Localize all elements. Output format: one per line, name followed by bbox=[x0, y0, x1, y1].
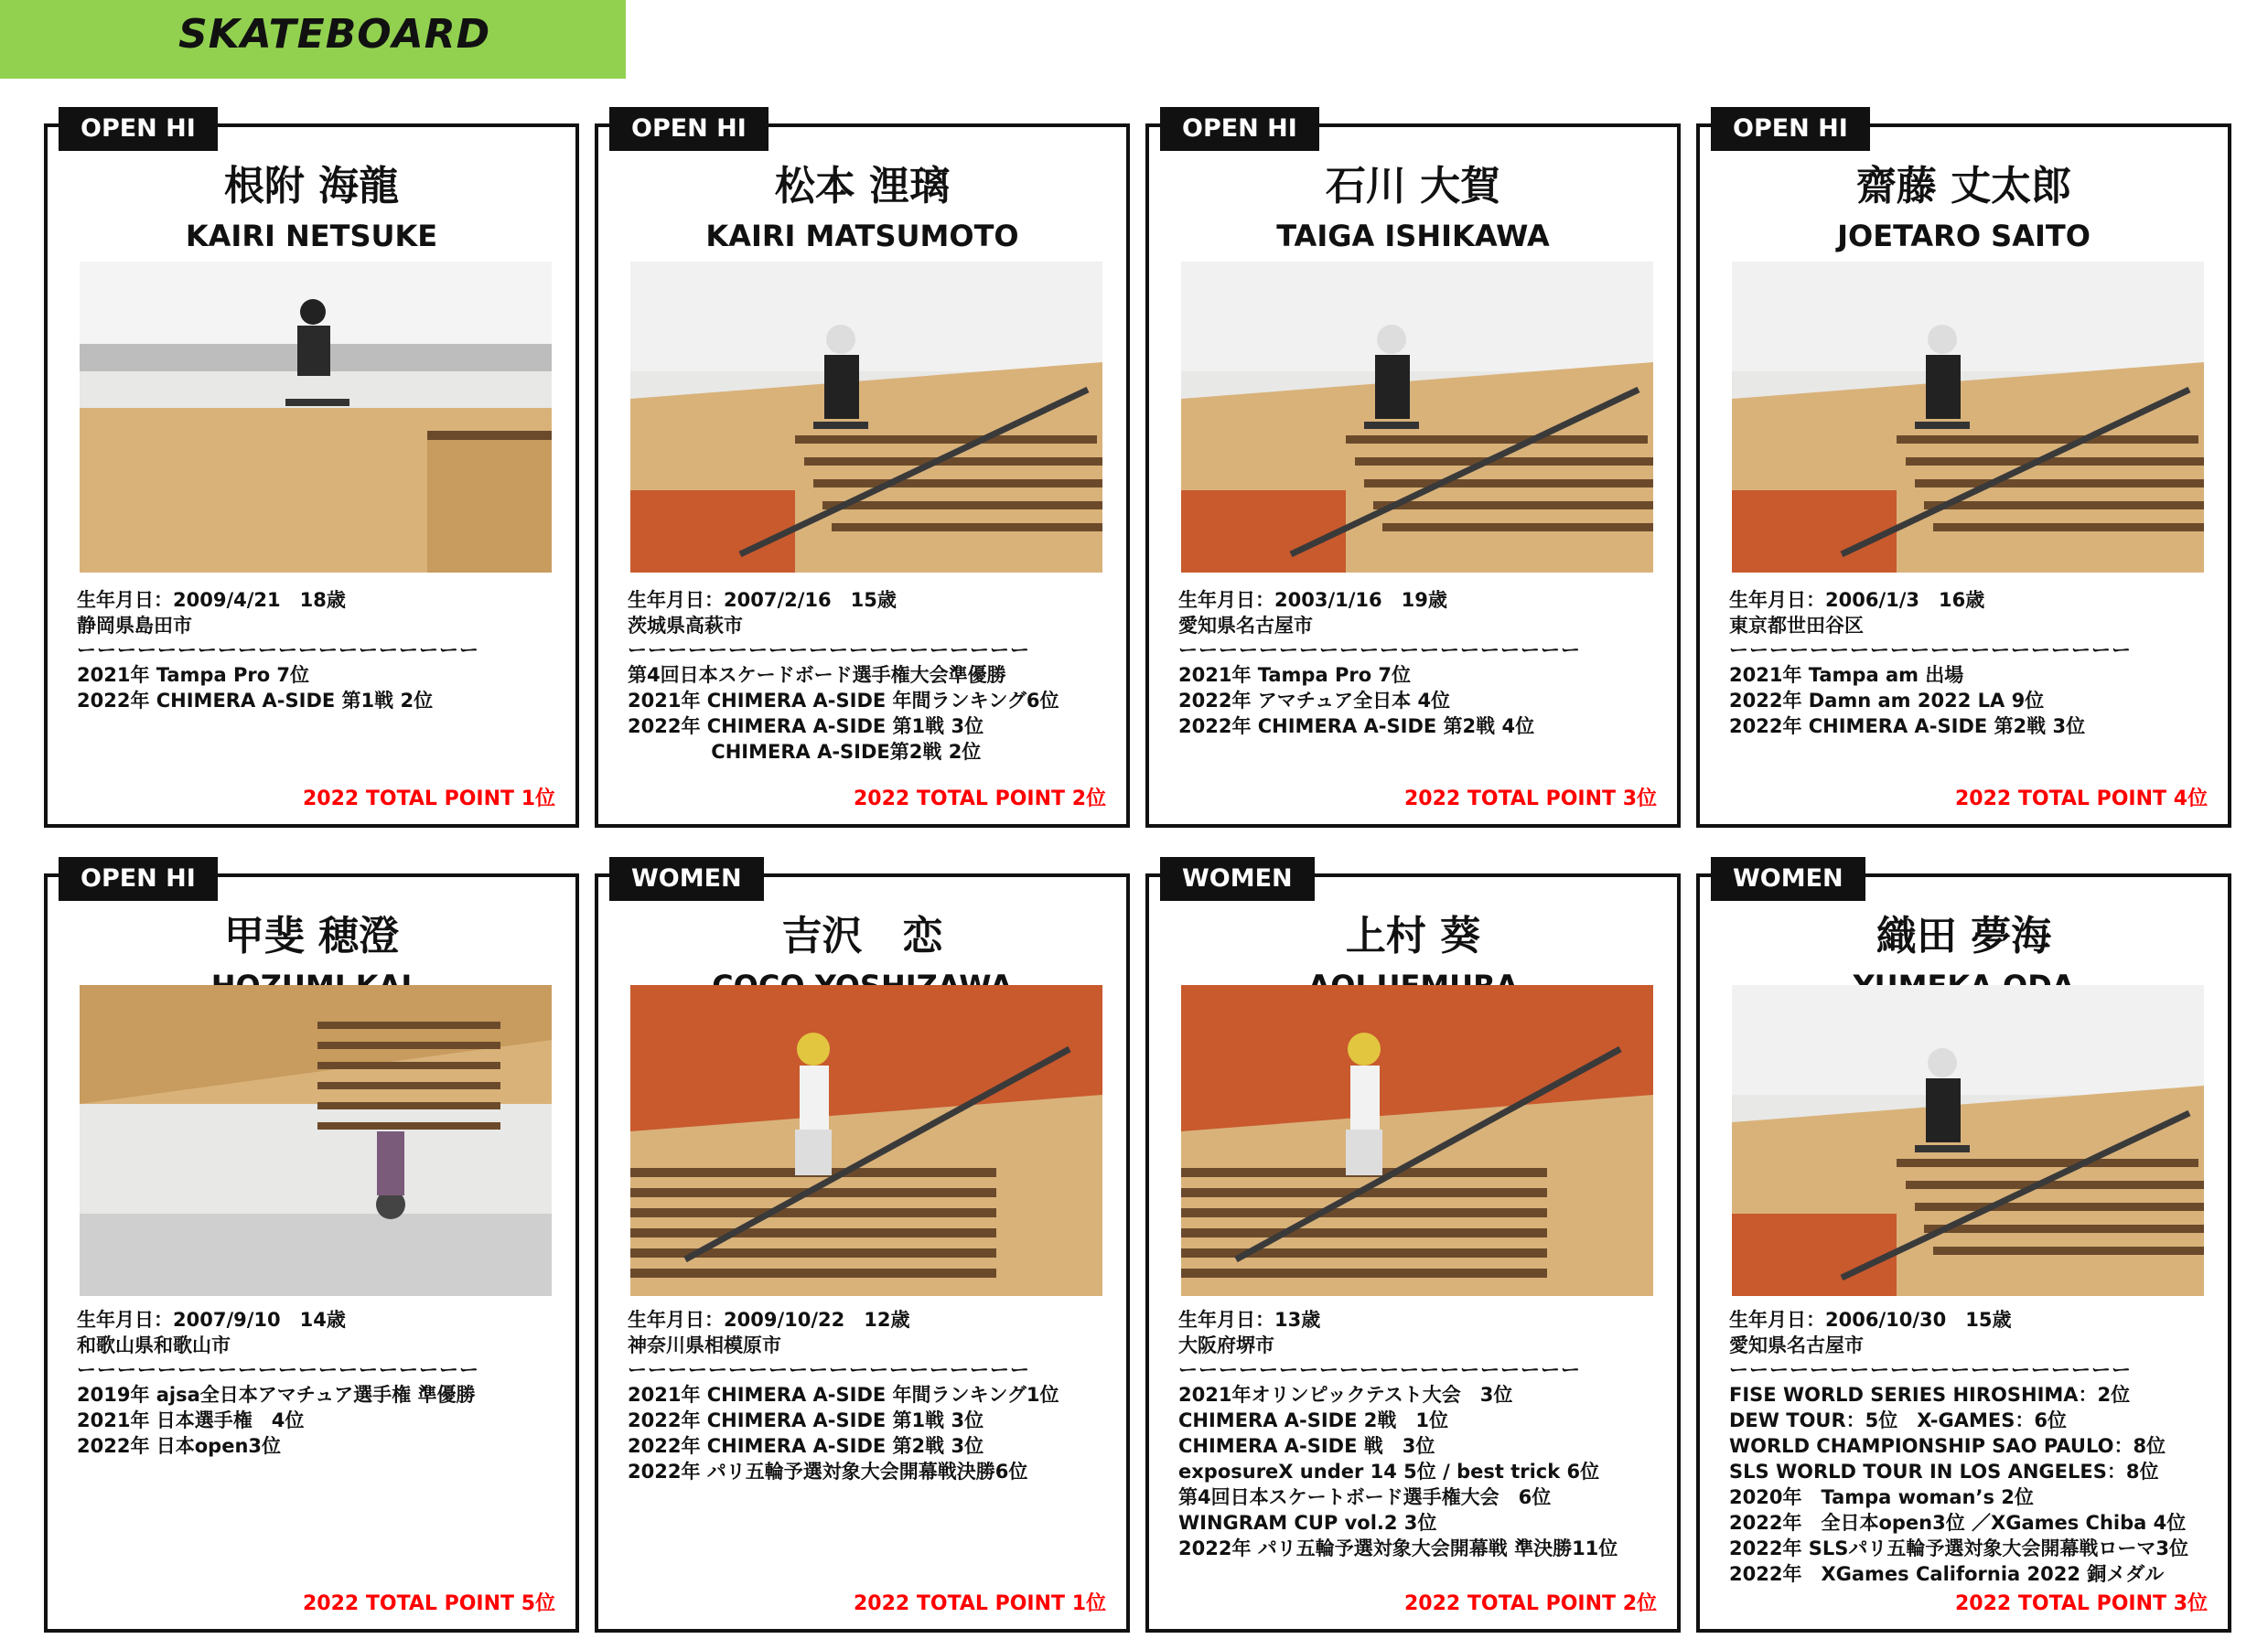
category-badge: WOMEN bbox=[1160, 857, 1315, 901]
athlete-info bbox=[1729, 1307, 2219, 1587]
total-point-rank: 2022 TOTAL POINT 5位 bbox=[303, 1592, 555, 1615]
athlete-name-jp: 甲斐 穂澄 bbox=[223, 913, 400, 959]
hometown-text: 和歌山県和歌山市 bbox=[77, 1334, 231, 1356]
birth-date-text: 生年月日：2006/1/3 16歳 bbox=[1729, 589, 1985, 611]
result-item: WORLD CHAMPIONSHIP SAO PAULO：8位 bbox=[1729, 1435, 2166, 1457]
total-point-rank: 2022 TOTAL POINT 2位 bbox=[1404, 1592, 1657, 1615]
athlete-info bbox=[1178, 1307, 1668, 1561]
birth-date-text: 生年月日：2009/10/22 12歳 bbox=[628, 1309, 910, 1331]
hometown-text: 愛知県名古屋市 bbox=[1729, 1334, 1864, 1356]
result-item: 2021年 Tampa am 出場 bbox=[1729, 664, 1964, 686]
category-badge: WOMEN bbox=[609, 857, 764, 901]
skater-inverted-air-photo bbox=[80, 985, 552, 1296]
skater-ollie-over-ledge-photo bbox=[80, 262, 552, 573]
athlete-name-jp: 齋藤 丈太郎 bbox=[1855, 163, 2072, 209]
dash-divider: ーーーーーーーーーーーーーーーーーーーー bbox=[628, 1359, 1030, 1381]
category-badge: OPEN HI bbox=[609, 107, 769, 151]
athlete-info bbox=[1729, 587, 2219, 739]
athlete-card bbox=[1696, 864, 2231, 1633]
athlete-info bbox=[77, 1307, 566, 1459]
athlete-info bbox=[1178, 587, 1668, 739]
result-item: 2022年 CHIMERA A-SIDE 第2戦 3位 bbox=[628, 1435, 984, 1457]
hometown-text: 神奈川県相模原市 bbox=[628, 1334, 781, 1356]
athlete-name-jp: 織田 夢海 bbox=[1876, 913, 2052, 959]
athlete-info bbox=[628, 587, 1117, 765]
result-item: 2022年 CHIMERA A-SIDE 第1戦 2位 bbox=[77, 690, 434, 712]
section-title: SKATEBOARD bbox=[178, 11, 491, 58]
result-item: FISE WORLD SERIES HIROSHIMA：2位 bbox=[1729, 1384, 2131, 1406]
result-item: 2021年 Tampa Pro 7位 bbox=[77, 664, 310, 686]
category-badge: OPEN HI bbox=[59, 857, 218, 901]
result-item: 2022年 CHIMERA A-SIDE 第1戦 3位 bbox=[628, 715, 984, 737]
athlete-name-jp: 吉沢 恋 bbox=[781, 913, 943, 959]
athlete-info bbox=[77, 587, 566, 713]
result-item: exposureX under 14 5位 / best trick 6位 bbox=[1178, 1461, 1600, 1483]
result-item: 2022年 CHIMERA A-SIDE 第2戦 3位 bbox=[1729, 715, 2086, 737]
result-item: 2021年オリンピックテスト大会 3位 bbox=[1178, 1384, 1513, 1406]
section-header bbox=[0, 0, 626, 79]
athlete-card bbox=[44, 114, 579, 828]
skater-rail-slide-photo bbox=[630, 985, 1102, 1296]
dash-divider: ーーーーーーーーーーーーーーーーーーーー bbox=[77, 1359, 479, 1381]
category-badge: OPEN HI bbox=[1160, 107, 1319, 151]
athlete-card bbox=[1145, 864, 1681, 1633]
skater-rail-grind-photo bbox=[630, 262, 1102, 573]
result-item: 2022年 Damn am 2022 LA 9位 bbox=[1729, 690, 2045, 712]
athlete-name-en: KAIRI NETSUKE bbox=[185, 219, 438, 253]
result-item: 第4回日本スケードボード選手権大会準優勝 bbox=[628, 664, 1006, 686]
result-item: 2021年 CHIMERA A-SIDE 年間ランキング1位 bbox=[628, 1384, 1059, 1406]
athlete-card bbox=[1145, 114, 1681, 828]
total-point-rank: 2022 TOTAL POINT 3位 bbox=[1404, 787, 1657, 810]
result-item: CHIMERA A-SIDE 2戦 1位 bbox=[1178, 1409, 1448, 1431]
birth-date-text: 生年月日：2007/9/10 14歳 bbox=[77, 1309, 346, 1331]
result-item: CHIMERA A-SIDE 戦 3位 bbox=[1178, 1435, 1435, 1457]
dash-divider: ーーーーーーーーーーーーーーーーーーーー bbox=[1178, 1359, 1581, 1381]
result-item: 2020年 Tampa woman’s 2位 bbox=[1729, 1486, 2034, 1508]
result-item: SLS WORLD TOUR IN LOS ANGELES：8位 bbox=[1729, 1461, 2159, 1483]
category-badge: WOMEN bbox=[1711, 857, 1865, 901]
athlete-name-en: TAIGA ISHIKAWA bbox=[1276, 219, 1550, 253]
result-item: 2022年 パリ五輪予選対象大会開幕戦 準決勝11位 bbox=[1178, 1537, 1618, 1559]
result-item: 2022年 アマチュア全日本 4位 bbox=[1178, 690, 1451, 712]
athlete-card bbox=[44, 864, 579, 1633]
hometown-text: 大阪府堺市 bbox=[1178, 1334, 1274, 1356]
hometown-text: 静岡県島田市 bbox=[77, 615, 192, 637]
athlete-name-en: JOETARO SAITO bbox=[1837, 219, 2091, 253]
result-item: 2022年 CHIMERA A-SIDE 第1戦 3位 bbox=[628, 1409, 984, 1431]
result-item: 2021年 CHIMERA A-SIDE 年間ランキング6位 bbox=[628, 690, 1059, 712]
result-item: 第4回日本スケートボード選手権大会 6位 bbox=[1178, 1486, 1552, 1508]
hometown-text: 東京都世田谷区 bbox=[1729, 615, 1864, 637]
total-point-rank: 2022 TOTAL POINT 1位 bbox=[854, 1592, 1106, 1615]
total-point-rank: 2022 TOTAL POINT 1位 bbox=[303, 787, 555, 810]
result-item: 2022年 日本open3位 bbox=[77, 1435, 282, 1457]
skater-rail-grind-photo bbox=[1732, 985, 2204, 1296]
result-item: 2022年 パリ五輪予選対象大会開幕戦決勝6位 bbox=[628, 1461, 1028, 1483]
birth-date-text: 生年月日：2007/2/16 15歳 bbox=[628, 589, 897, 611]
result-item: 2019年 ajsa全日本アマチュア選手権 準優勝 bbox=[77, 1384, 476, 1406]
athlete-info bbox=[628, 1307, 1117, 1484]
hometown-text: 茨城県高萩市 bbox=[628, 615, 743, 637]
result-item: WINGRAM CUP vol.2 3位 bbox=[1178, 1512, 1437, 1534]
total-point-rank: 2022 TOTAL POINT 2位 bbox=[854, 787, 1106, 810]
result-item: DEW TOUR：5位 X-GAMES：6位 bbox=[1729, 1409, 2067, 1431]
skater-rail-grind-photo bbox=[1732, 262, 2204, 573]
result-item: 2021年 Tampa Pro 7位 bbox=[1178, 664, 1412, 686]
athlete-name-jp: 根附 海龍 bbox=[223, 163, 400, 209]
result-item: 2022年 SLSパリ五輪予選対象大会開幕戦ローマ3位 bbox=[1729, 1537, 2188, 1559]
skater-rail-slide-photo bbox=[1181, 985, 1653, 1296]
birth-date-text: 生年月日：13歳 bbox=[1178, 1309, 1321, 1331]
athlete-name-en: KAIRI MATSUMOTO bbox=[705, 219, 1019, 253]
birth-date-text: 生年月日：2009/4/21 18歳 bbox=[77, 589, 346, 611]
birth-date-text: 生年月日：2003/1/16 19歳 bbox=[1178, 589, 1447, 611]
result-item: 2022年 CHIMERA A-SIDE 第2戦 4位 bbox=[1178, 715, 1535, 737]
result-item: 2022年 XGames California 2022 銅メダル bbox=[1729, 1563, 2165, 1585]
total-point-rank: 2022 TOTAL POINT 3位 bbox=[1955, 1592, 2208, 1615]
athlete-card bbox=[1696, 114, 2231, 828]
dash-divider: ーーーーーーーーーーーーーーーーーーーー bbox=[1178, 639, 1581, 661]
athlete-name-jp: 松本 浬璃 bbox=[774, 163, 951, 209]
category-badge: OPEN HI bbox=[59, 107, 218, 151]
athlete-name-jp: 上村 葵 bbox=[1345, 913, 1481, 959]
total-point-rank: 2022 TOTAL POINT 4位 bbox=[1955, 787, 2208, 810]
dash-divider: ーーーーーーーーーーーーーーーーーーーー bbox=[1729, 1359, 2132, 1381]
category-badge: OPEN HI bbox=[1711, 107, 1870, 151]
skater-rail-grind-photo bbox=[1181, 262, 1653, 573]
result-item: 2021年 日本選手権 4位 bbox=[77, 1409, 305, 1431]
athlete-card bbox=[595, 864, 1130, 1633]
result-item: 2022年 全日本open3位 ／XGames Chiba 4位 bbox=[1729, 1512, 2187, 1534]
dash-divider: ーーーーーーーーーーーーーーーーーーーー bbox=[77, 639, 479, 661]
athlete-card bbox=[595, 114, 1130, 828]
dash-divider: ーーーーーーーーーーーーーーーーーーーー bbox=[628, 639, 1030, 661]
dash-divider: ーーーーーーーーーーーーーーーーーーーー bbox=[1729, 639, 2132, 661]
result-item: CHIMERA A-SIDE第2戦 2位 bbox=[628, 741, 982, 763]
hometown-text: 愛知県名古屋市 bbox=[1178, 615, 1313, 637]
birth-date-text: 生年月日：2006/10/30 15歳 bbox=[1729, 1309, 2012, 1331]
athlete-name-jp: 石川 大賀 bbox=[1325, 163, 1501, 209]
